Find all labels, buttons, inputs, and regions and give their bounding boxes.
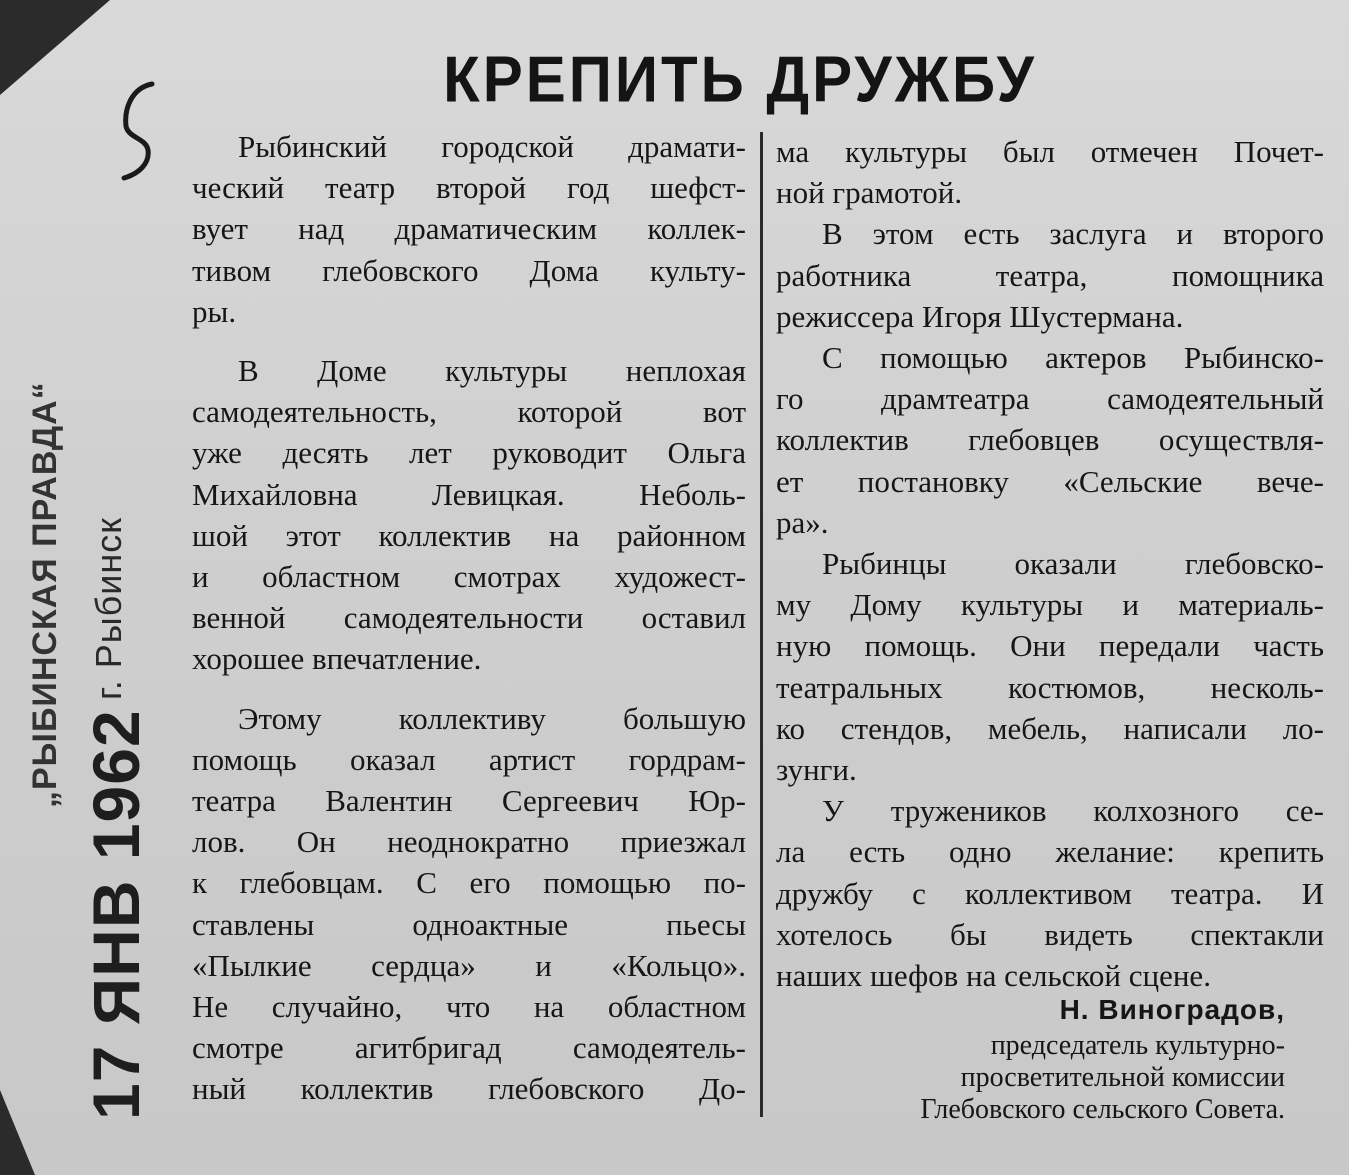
text-line: В Доме культуры неплохая bbox=[238, 353, 746, 389]
text-line: тивом глебовского Дома культу- bbox=[192, 252, 746, 288]
text-line: к глебовцам. С его помощью по- bbox=[192, 865, 746, 901]
column-divider bbox=[760, 132, 763, 1117]
text-line: театральных костюмов, несколь- bbox=[776, 669, 1324, 705]
text-line: Рыбинцы оказали глебовско- bbox=[822, 546, 1324, 582]
text-line: ной грамотой. bbox=[776, 175, 963, 211]
headline: КРЕПИТЬ ДРУЖБУ bbox=[443, 43, 1037, 116]
signature-block bbox=[760, 990, 1285, 1126]
text-line: «Пылкие сердца» и «Кольцо». bbox=[192, 947, 746, 983]
text-line: наших шефов на сельской сцене. bbox=[776, 958, 1211, 994]
text-line: Михайловна Левицкая. Неболь- bbox=[192, 476, 746, 512]
text-line: му Дому культуры и материаль- bbox=[776, 587, 1324, 623]
text-line: театра Валентин Сергеевич Юр- bbox=[192, 783, 746, 819]
text-line: ставлены одноактные пьесы bbox=[192, 906, 746, 942]
author-title-line: председатель культурно- bbox=[990, 1030, 1285, 1061]
text-line: венной самодеятельности оставил bbox=[192, 600, 746, 636]
author-title-line: просветительной комиссии bbox=[960, 1062, 1285, 1093]
text-line: работника театра, помощника bbox=[776, 257, 1324, 293]
text-line: хорошее впечатление. bbox=[192, 641, 482, 677]
text-line: В этом есть заслуга и второго bbox=[822, 216, 1324, 252]
handwritten-number-mark bbox=[112, 78, 162, 188]
text-line: коллектив глебовцев осуществля- bbox=[776, 422, 1324, 458]
city-stamp: г. Рыбинск bbox=[88, 517, 129, 700]
author-title-line: Глебовского сельского Совета. bbox=[920, 1094, 1285, 1125]
author-name: Н. Виноградов, bbox=[1059, 994, 1285, 1025]
text-line: зунги. bbox=[776, 752, 857, 788]
text-line: ческий театр второй год шефст- bbox=[192, 170, 746, 206]
text-line: ет постановку «Сельские вече- bbox=[776, 463, 1324, 499]
text-line: ры. bbox=[192, 293, 237, 329]
text-line: ную помощь. Они передали часть bbox=[776, 628, 1324, 664]
text-line: ко стендов, мебель, написали ло- bbox=[776, 710, 1324, 746]
text-line: дружбу с коллективом театра. И bbox=[776, 875, 1324, 911]
text-line: ный коллектив глебовского До- bbox=[192, 1071, 746, 1107]
text-line: У тружеников колхозного се- bbox=[822, 793, 1324, 829]
newspaper-name-stamp: „РЫБИНСКАЯ ПРАВДА“ bbox=[26, 381, 64, 808]
text-line: ма культуры был отмечен Почет- bbox=[776, 134, 1324, 169]
text-line: уже десять лет руководит Ольга bbox=[192, 435, 746, 471]
text-line: С помощью актеров Рыбинско- bbox=[822, 340, 1324, 376]
text-line: режиссера Игоря Шустермана. bbox=[776, 298, 1184, 334]
text-line: Этому коллективу большую bbox=[238, 700, 746, 736]
date-stamp: 17 ЯНВ 1962 bbox=[79, 709, 153, 1120]
text-line: ла есть одно желание: крепить bbox=[776, 834, 1324, 870]
text-line: смотре агитбригад самодеятель- bbox=[192, 1030, 746, 1066]
text-line: лов. Он неоднократно приезжал bbox=[192, 824, 746, 860]
text-line: помощь оказал артист гордрам- bbox=[192, 741, 746, 777]
text-line: го драмтеатра самодеятельный bbox=[776, 381, 1324, 417]
text-line: и областном смотрах художест- bbox=[192, 559, 746, 595]
text-line: шой этот коллектив на районном bbox=[192, 517, 746, 553]
article-left-column bbox=[192, 126, 746, 1110]
text-line: вует над драматическим коллек- bbox=[192, 211, 746, 247]
text-line: самодеятельность, которой вот bbox=[192, 394, 746, 430]
text-line: ра». bbox=[776, 504, 829, 540]
text-line: Не случайно, что на областном bbox=[192, 989, 746, 1025]
text-line: Рыбинский городской драмати- bbox=[238, 129, 746, 164]
text-line: хотелось бы видеть спектакли bbox=[776, 916, 1324, 952]
article-right-column bbox=[776, 131, 1324, 996]
